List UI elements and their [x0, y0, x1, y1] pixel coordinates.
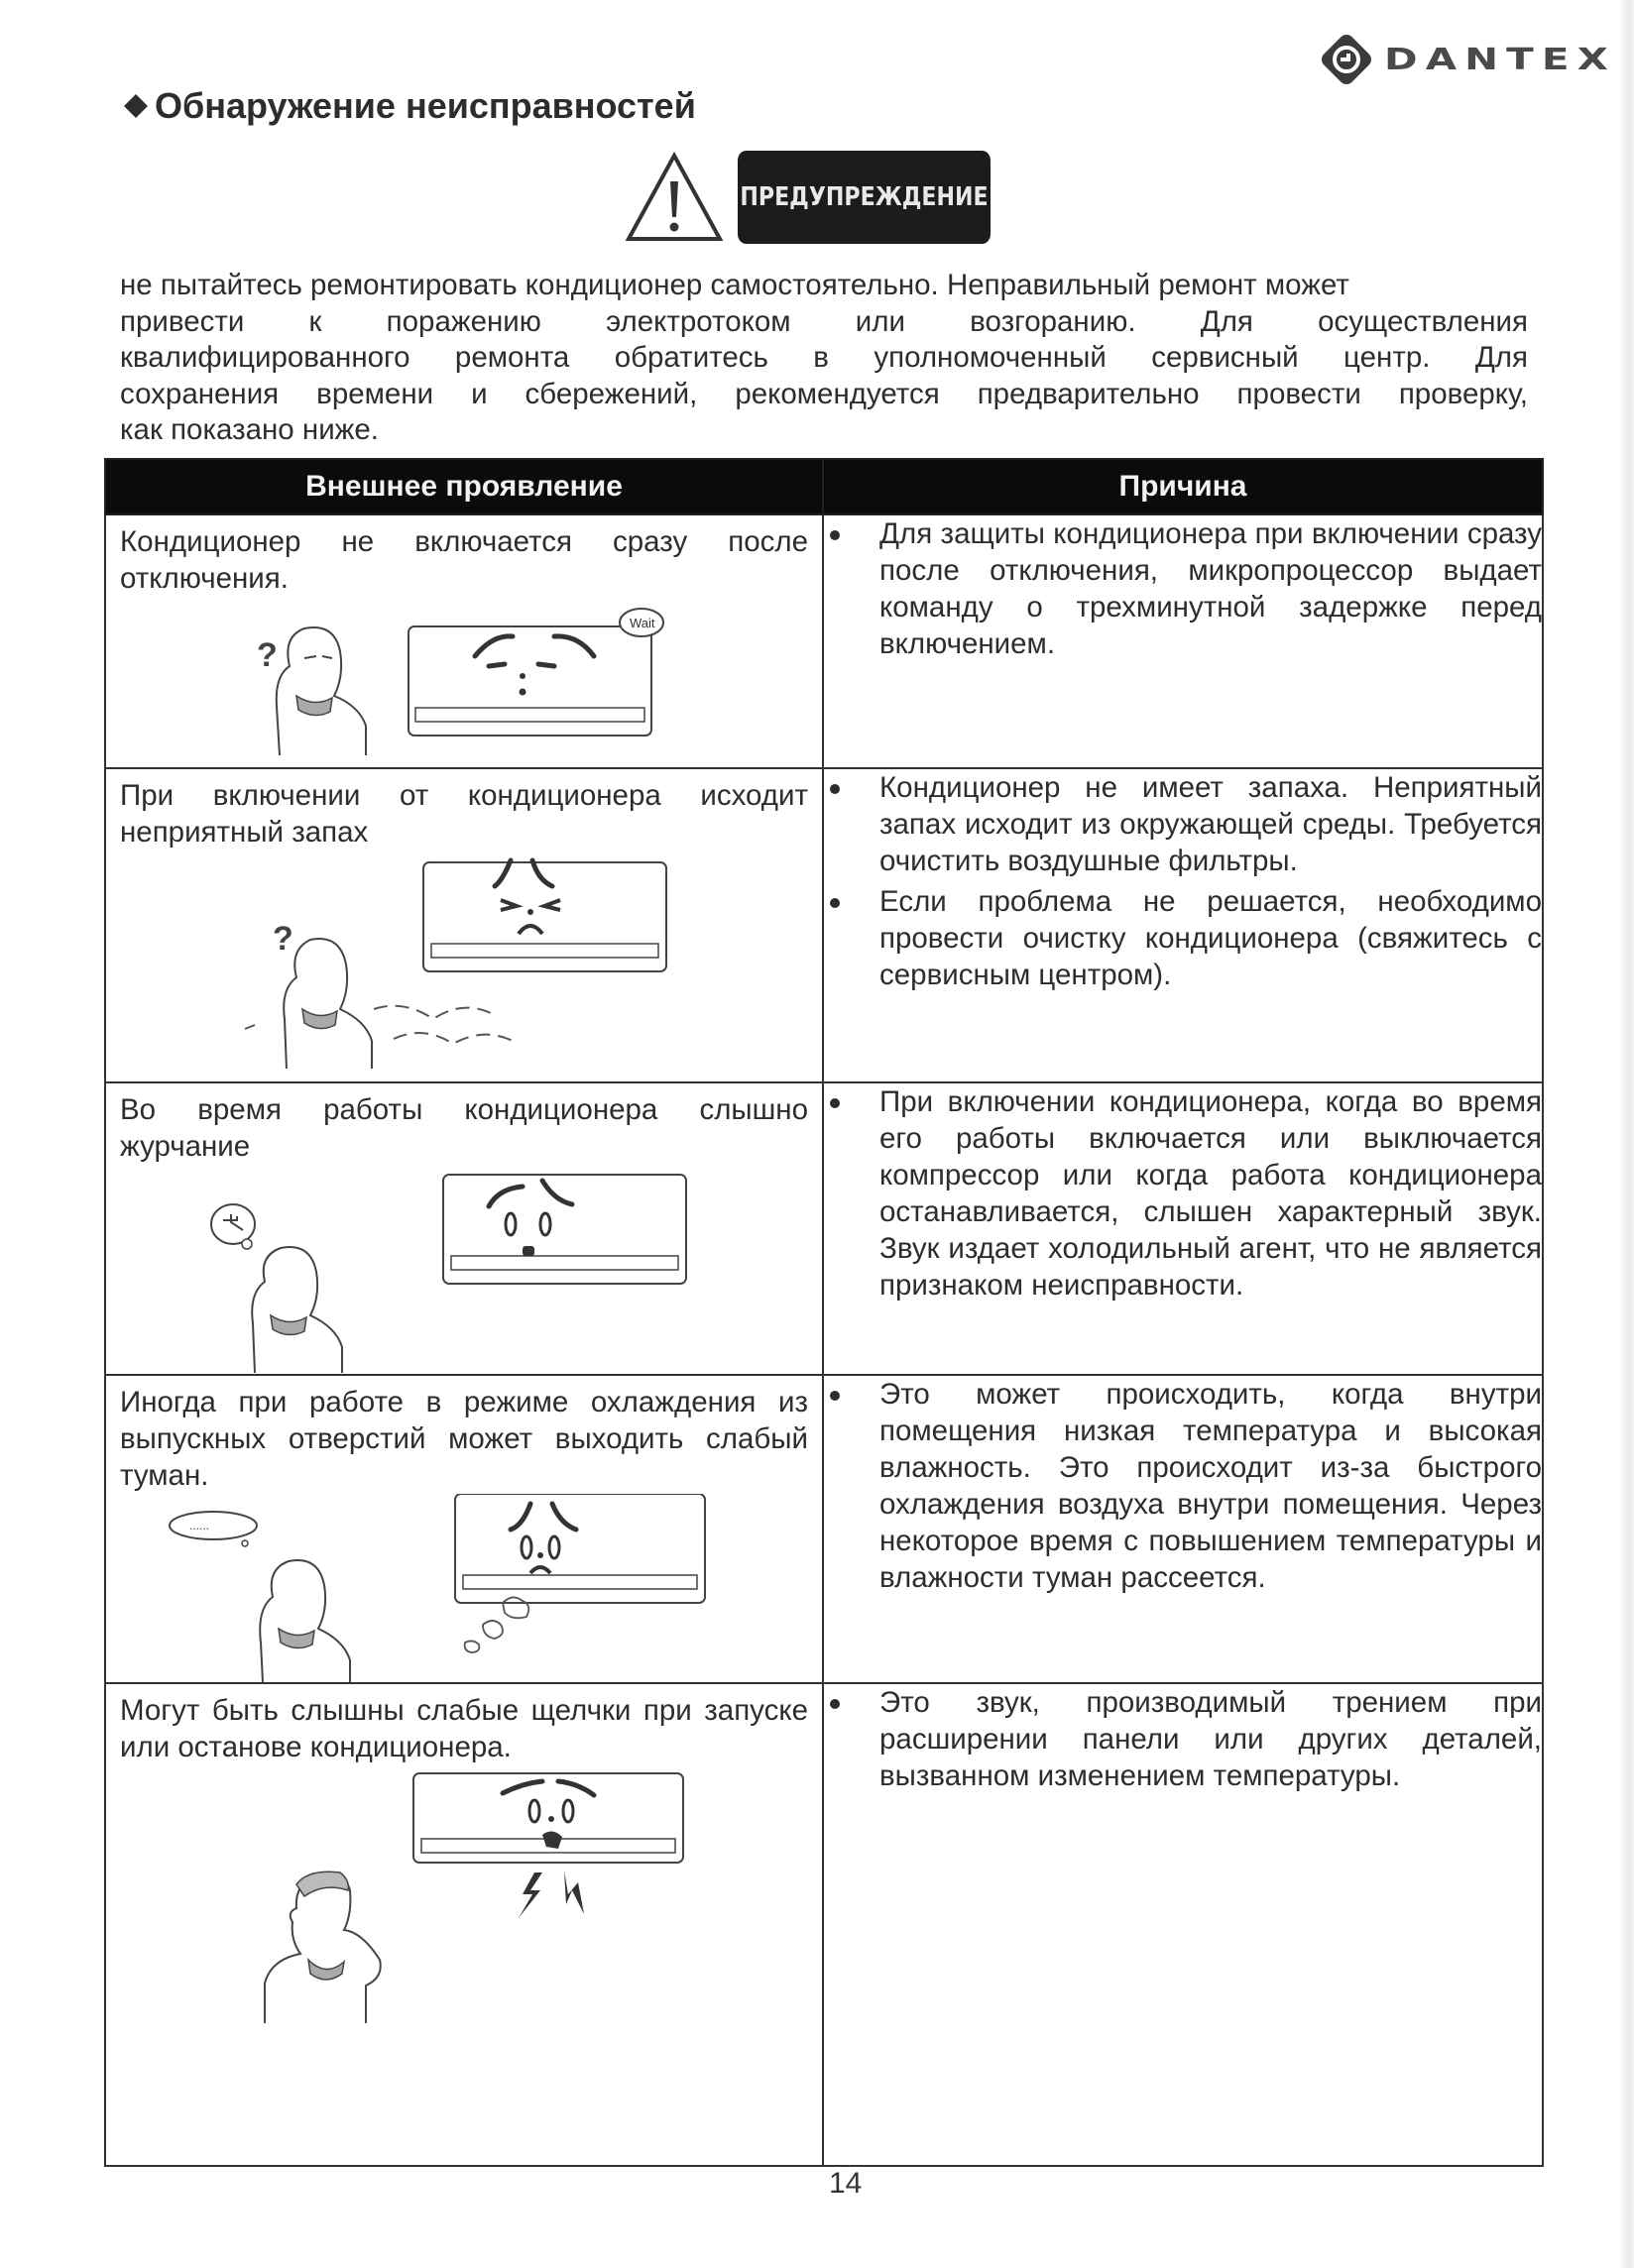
brand-name: DANTEX [1384, 42, 1616, 77]
bullet-icon [830, 784, 840, 794]
cause-cell [823, 1375, 1543, 1683]
diamond-bullet-icon [123, 93, 149, 119]
table-row [105, 768, 1543, 1082]
intro-line: сохранения времени и сбережений, рекомендуется предварительно провести проверку, [120, 377, 1528, 410]
bullet-icon [830, 1098, 840, 1108]
symptom-cell [105, 1082, 823, 1375]
cause-cell [823, 1082, 1543, 1375]
intro-line: привести к поражению электротоком или возгоранию. Для осуществления [120, 304, 1528, 338]
cause-text: Это звук, производимый трением при расширении панели или других деталей, вызванном изменением температуры. [879, 1686, 1542, 1792]
page-number: 14 [829, 2167, 863, 2200]
symptom-text: Во время работы кондиционера слышно журчание [120, 1093, 808, 1163]
table-header-row [105, 459, 1543, 514]
bullet-icon [830, 1699, 840, 1709]
table-row [105, 514, 1543, 768]
man-listening-ac-clicks-illustration [106, 1765, 820, 2023]
intro-paragraph [120, 268, 1528, 449]
symptom-cell [105, 768, 823, 1082]
table-row [105, 1082, 1543, 1375]
brand-logo [1319, 32, 1616, 87]
woman-puzzled-ac-smell-illustration [106, 850, 820, 1069]
symptom-cell [105, 514, 823, 768]
bullet-icon [830, 898, 840, 908]
intro-line: как показано ниже. [120, 413, 380, 446]
cause-cell [823, 1683, 1543, 2166]
svg-text:?: ? [257, 636, 278, 674]
woman-puzzled-ac-wait-illustration [106, 597, 820, 755]
symptom-text: Иногда при работе в режиме охлаждения из выпускных отверстий может выходить слабый туман. [120, 1386, 808, 1492]
table-row [105, 1683, 1543, 2166]
scan-page-edge [1620, 0, 1634, 2268]
intro-line: не пытайтесь ремонтировать кондиционер самостоятельно. Неправильный ремонт может [120, 269, 1349, 301]
symptom-text: Кондиционер не включается сразу после отключения. [120, 525, 808, 595]
symptom-text: Могут быть слышны слабые щелчки при запуске или останове кондиционера. [120, 1694, 808, 1763]
wait-label: Wait [630, 616, 655, 630]
cause-item [824, 515, 1542, 662]
cause-item [824, 1083, 1542, 1304]
cause-text: При включении кондиционера, когда во время его работы включается или выключается компрессор или когда работа кондиционера останавливается, слышен характерный звук. Звук издает холодильный агент, что не является признаком неисправности. [879, 1085, 1542, 1302]
symptom-cell [105, 1375, 823, 1683]
cause-cell [823, 768, 1543, 1082]
section-title: Обнаружение неисправностей [155, 85, 696, 126]
cause-text: Для защиты кондиционера при включении сразу после отключения, микропроцессор выдает команду о трехминутной задержке перед включением. [879, 517, 1542, 660]
cause-text: Это может происходить, когда внутри помещения низкая температура и высокая влажность. Это происходит из-за быстрого охлаждения воздуха внутри помещения. Через некоторое время с повышением температуры и влажности туман рассеется. [879, 1378, 1542, 1594]
warning-banner [625, 151, 1035, 244]
cause-item [824, 1684, 1542, 1794]
cause-item [824, 769, 1542, 879]
woman-thinking-ac-mist-illustration [106, 1494, 820, 1682]
warning-triangle-icon [625, 152, 724, 243]
column-header-symptom: Внешнее проявление [105, 459, 823, 514]
intro-line: квалифицированного ремонта обратитесь в уполномоченный сервисный центр. Для [120, 341, 1528, 374]
bullet-icon [830, 530, 840, 540]
column-header-cause: Причина [823, 459, 1543, 514]
cause-text: Кондиционер не имеет запаха. Неприятный запах исходит из окружающей среды. Требуется очистить воздушные фильтры. [879, 771, 1542, 877]
svg-text:?: ? [273, 920, 293, 958]
page-title [123, 85, 696, 127]
cause-item [824, 883, 1542, 993]
warning-label: ПРЕДУПРЕЖДЕНИЕ [738, 151, 991, 244]
dantex-logo-icon [1319, 32, 1374, 87]
cause-cell [823, 514, 1543, 768]
cause-text: Если проблема не решается, необходимо провести очистку кондиционера (свяжитесь с сервисным центром). [879, 885, 1542, 991]
thought-dots: ...... [189, 1519, 210, 1532]
table-row [105, 1375, 1543, 1683]
symptom-text: При включении от кондиционера исходит неприятный запах [120, 779, 808, 849]
symptom-cell [105, 1683, 823, 2166]
woman-thinking-water-tap-illustration [106, 1165, 820, 1373]
troubleshooting-table [104, 458, 1544, 2167]
cause-item [824, 1376, 1542, 1596]
bullet-icon [830, 1391, 840, 1401]
